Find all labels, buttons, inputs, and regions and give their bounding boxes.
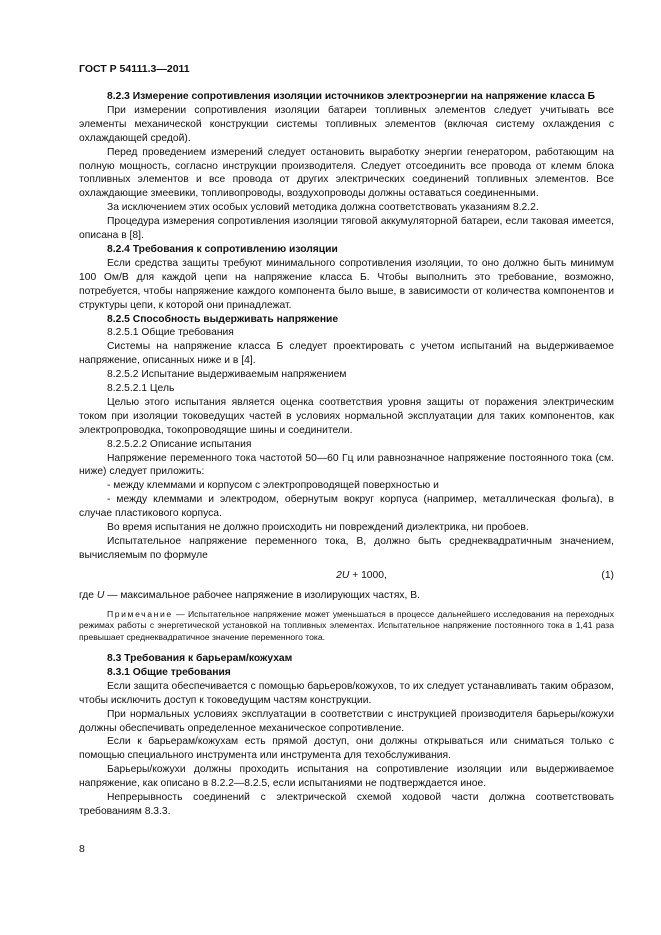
subsection-heading-8-2-5-2-2: 8.2.5.2.2 Описание испытания [107, 438, 252, 450]
paragraph: При нормальных условиях эксплуатации в соответствии с инструкцией производителя барьеры/кожухи должны обеспечивать определенное механическое сопротивление. [79, 708, 614, 734]
section-heading-8-3: 8.3 Требования к барьерам/кожухам [107, 653, 293, 665]
section-heading-8-2-5: 8.2.5 Способность выдерживать напряжение [107, 313, 339, 325]
subsection-heading-8-2-5-2-1: 8.2.5.2.1 Цель [107, 383, 175, 395]
document-header: ГОСТ Р 54111.3—2011 [79, 63, 190, 75]
formula-explanation [79, 589, 614, 603]
where-prefix: где [79, 589, 97, 601]
paragraph: Системы на напряжение класса Б следует проектировать с учетом испытаний на выдерживаемое напряжение, описанных ниже и в [4]. [79, 341, 614, 367]
paragraph: Если средства защиты требуют минимального сопротивления изоляции, то оно должно быть минимум 100 Ом/В для каждой цепи на напряжение класса Б. Чтобы выполнить это требование, возможно, потребуется, чтобы напряжение каждого компонента было выше, в зависимости от количества компонентов и структуры цепи, к которой они принадлежат. [79, 257, 614, 311]
paragraph: Во время испытания не должно происходить ни повреждений диэлектрика, ни пробоев. [107, 522, 529, 534]
paragraph: Барьеры/кожухи должны проходить испытания на сопротивление изоляции или выдерживаемое напряжение, как описано в 8.2.2—8.2.5, если испытаниями не подтверждается иное. [79, 764, 614, 790]
note-text: — Испытательное напряжение может уменьшаться в процессе дальнейшего исследования на переходных режимах работы с энергетической установкой на топливных элементах. Испытательное напряжение постоянного тока в 1,41 раза превышает среднеквадратичное значение переменного тока. [79, 608, 614, 643]
subsection-heading-8-2-5-1: 8.2.5.1 Общие требования [107, 327, 234, 339]
list-item: - между клеммами и электродом, обернутым вокруг корпуса (например, металлическая фольга), в случае пластикового корпуса. [79, 494, 614, 520]
formula-expression [79, 569, 584, 583]
where-variable: U [96, 589, 105, 601]
where-text: — максимальное рабочее напряжение в изолирующих частях, В. [104, 589, 420, 601]
section-heading-8-3-1: 8.3.1 Общие требования [107, 666, 231, 678]
subsection-heading-8-2-5-2: 8.2.5.2 Испытание выдерживаемым напряжением [107, 369, 347, 381]
note-label: Примечание [107, 608, 173, 619]
page-content [79, 90, 614, 819]
paragraph: При измерении сопротивления изоляции батареи топливных элементов следует учитывать все элементы механической конструкции системы топливных элементов (включая систему охлаждения с охлаждающей средой). [79, 104, 614, 144]
paragraph: Целью этого испытания является оценка соответствия уровня защиты от поражения электрическим током при изоляции токоведущих частей в условиях нормальной эксплуатации для таких компонентов, как электропроводка, токопроводящие шины и соединители. [79, 396, 614, 436]
formula-number: (1) [601, 569, 614, 581]
note [79, 609, 614, 644]
paragraph: Перед проведением измерений следует остановить выработку энергии генератором, работающим на полную мощность, согласно инструкции производителя. Следует отсоединить все провода от клемм блока топливных элементов и все провода от других электрических соединений топливных элементов. Все охлаждающие змеевики, топливопроводы, воздухопроводы должны оставаться соединенными. [79, 146, 614, 200]
formula [79, 569, 614, 583]
formula-rest: + 1000, [349, 569, 387, 581]
page-number: 8 [79, 843, 85, 855]
paragraph: Испытательное напряжение переменного тока, В, должно быть среднеквадратичным значением, вычисляемым по формуле [79, 536, 614, 561]
paragraph: Напряжение переменного тока частотой 50—60 Гц или равнозначное напряжение постоянного тока (см. ниже) следует приложить: [79, 452, 614, 478]
section-heading-8-2-4: 8.2.4 Требования к сопротивлению изоляции [107, 243, 338, 255]
section-heading-8-2-3: 8.2.3 Измерение сопротивления изоляции источников электроэнергии на напряжение класса Б [107, 91, 596, 102]
paragraph: За исключением этих особых условий методика должна соответствовать указаниям 8.2.2. [107, 202, 539, 214]
paragraph: Непрерывность соединений с электрической схемой ходовой части должна соответствовать требованиям 8.3.3. [79, 792, 614, 817]
formula-variable: 2U [336, 569, 350, 581]
paragraph: Если к барьерам/кожухам есть прямой доступ, они должны открываться или сниматься только с помощью специального инструмента или инструмента для техобслуживания. [79, 736, 614, 762]
list-item: - между клеммами и корпусом с электропроводящей поверхностью и [107, 480, 439, 492]
paragraph: Если защита обеспечивается с помощью барьеров/кожухов, то их следует устанавливать таким образом, чтобы исключить доступ к токоведущим частям конструкции. [79, 680, 614, 706]
paragraph: Процедура измерения сопротивления изоляции тяговой аккумуляторной батареи, если таковая имеется, описана в [8]. [79, 216, 614, 242]
